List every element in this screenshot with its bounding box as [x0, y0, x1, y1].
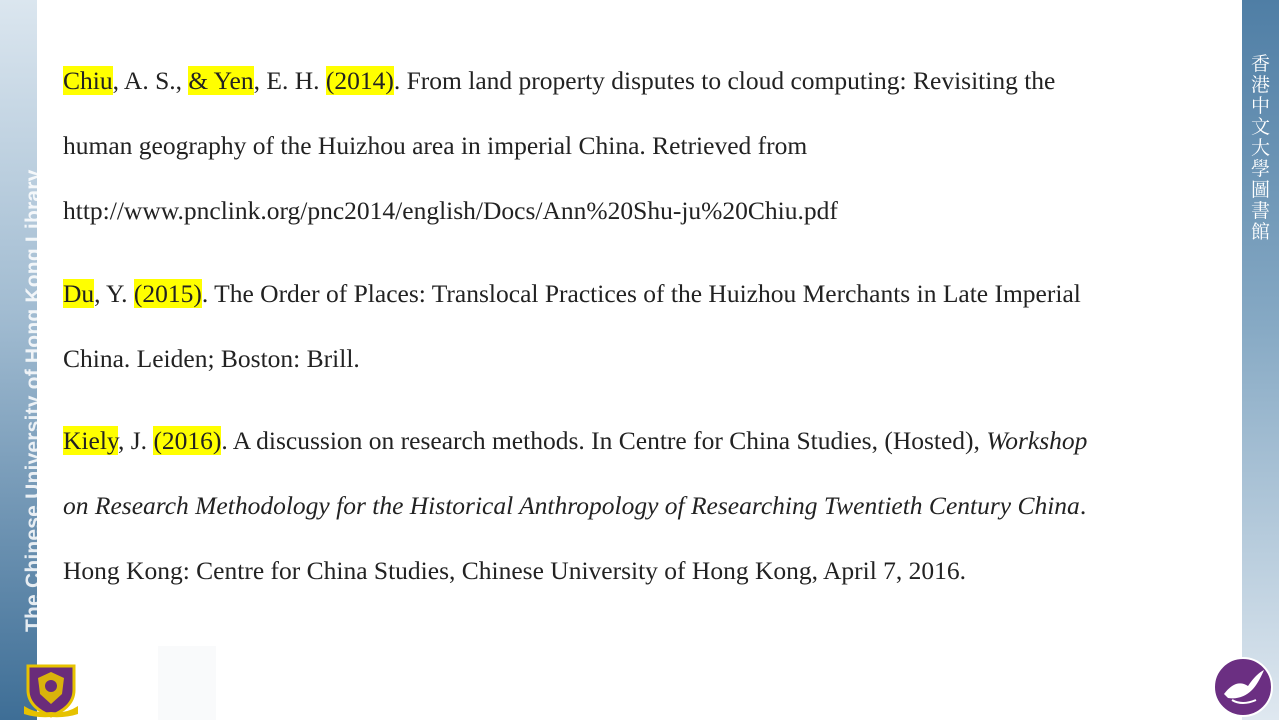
reference-line: Hong Kong: Centre for China Studies, Chinese University of Hong Kong, April 7, 2016.	[63, 556, 967, 585]
sidebar-char: 港	[1250, 74, 1270, 96]
left-sidebar	[0, 0, 45, 720]
reference-text: . The Order of Places: Translocal Practices of the Huizhou Merchants in Late Imperial	[201, 279, 1081, 308]
cuhk-crest-icon	[22, 660, 80, 718]
sidebar-char: 大	[1250, 137, 1270, 159]
reference-line: China. Leiden; Boston: Brill.	[63, 344, 360, 373]
reference-entry	[63, 64, 1055, 98]
reference-url: http://www.pnclink.org/pnc2014/english/Docs/Ann%20Shu-ju%20Chiu.pdf	[63, 196, 838, 225]
reference-text: , J.	[118, 426, 154, 455]
sidebar-char: 文	[1250, 116, 1270, 138]
reference-text: .	[1079, 491, 1087, 520]
author-highlight: Kiely	[63, 426, 118, 455]
reference-line: human geography of the Huizhou area in imperial China. Retrieved from	[63, 131, 808, 160]
author-highlight: Chiu	[63, 66, 113, 95]
right-sidebar	[1242, 0, 1279, 720]
sidebar-char: 香	[1250, 53, 1270, 75]
sidebar-title-left: The Chinese University of Hong Kong Library	[22, 169, 45, 632]
reference-text: . A discussion on research methods. In Centre for China Studies, (Hosted),	[221, 426, 987, 455]
reference-entry	[63, 277, 1081, 311]
reference-entry	[63, 424, 1087, 458]
sidebar-char: 中	[1250, 95, 1270, 117]
sidebar-char: 圖	[1250, 179, 1270, 201]
sidebar-char: 館	[1250, 221, 1270, 243]
sidebar-title-right	[1242, 54, 1279, 243]
author-highlight: Du	[63, 279, 95, 308]
reference-line	[63, 489, 1086, 523]
year-highlight: (2015)	[133, 279, 202, 308]
sidebar-char: 書	[1250, 200, 1270, 222]
reference-text: , A. S.,	[112, 66, 189, 95]
reference-text: , Y.	[94, 279, 134, 308]
reference-text: , E. H.	[253, 66, 326, 95]
year-highlight: (2014)	[325, 66, 394, 95]
year-highlight: (2016)	[153, 426, 222, 455]
author-highlight: & Yen	[188, 66, 254, 95]
reference-italic: on Research Methodology for the Historical Anthropology of Researching Twentieth Century China	[63, 491, 1080, 520]
reference-italic: Workshop	[986, 426, 1088, 455]
faded-watermark	[158, 646, 216, 720]
sidebar-char: 學	[1250, 158, 1270, 180]
reference-text: . From land property disputes to cloud computing: Revisiting the	[393, 66, 1056, 95]
library-logo-icon	[1212, 656, 1274, 718]
